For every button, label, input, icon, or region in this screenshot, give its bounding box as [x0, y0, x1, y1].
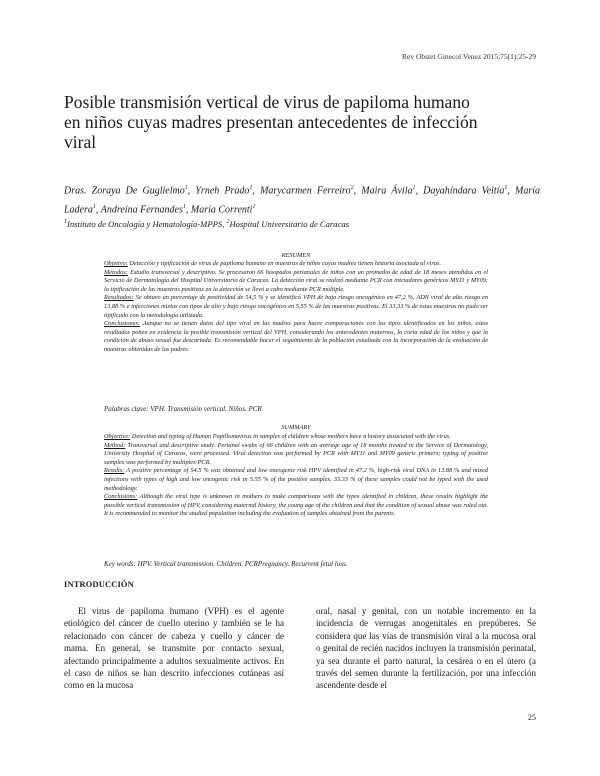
- body-column-right: [316, 605, 536, 692]
- author-name: Yrneh Prado: [195, 185, 250, 197]
- author-name: Dras. Zoraya De Guglielmo: [64, 185, 185, 197]
- title-line: en niños cuyas madres presentan antecedentes de infección: [64, 112, 478, 132]
- journal-reference: Rev Obstet Ginecol Venez 2015;75(1):25-29: [401, 52, 536, 61]
- resumen-resultados: [104, 294, 488, 320]
- body-column-left: [64, 605, 284, 692]
- author-sup: 1: [92, 204, 96, 211]
- author-sup: 1: [504, 185, 508, 191]
- summary-results: [104, 467, 488, 493]
- method-label: Method:: [104, 441, 126, 449]
- resultados-text: Se obtuvo un porcentaje de positividad de 54,5 % y se identificó VPH de bajo riesgo oncogénico en 47,2 %, ADN viral de alto riesgo en 13,88 % e infecciones mixtas con tipos de alto y bajo riesgo oncogénico en 5,55 % de las muestras positivas. El 33,33 % de estas muestras no pudo ser tipificado con la metodología utilizada.: [104, 294, 488, 319]
- article-title: [64, 92, 544, 152]
- key-words: Key words: HPV. Vertical transmission. Children. PCRPregnancy. Recurrent fetal loss.: [104, 560, 348, 568]
- resumen-objetivo: [104, 260, 488, 269]
- resultados-label: Resultados:: [104, 294, 134, 302]
- paragraph: El virus de papiloma humano (VPH) es el agente etiológico del cáncer de cuello uterino y también se le ha relacionado con cáncer de cabeza y cuello y cáncer de mama. En general, se transmite por contacto sexual, afectando principalmente a adultos sexualmente activos. En el caso de niños se han descrito infecciones cutáneas así como en la mucosa: [64, 606, 284, 691]
- author-name: Maira Ávila: [361, 185, 413, 197]
- objetivo-text: Detección y tipificación de virus de papiloma humano en muestras de niños cuyas madres tienen historia asociada al virus.: [127, 260, 441, 267]
- resumen-body: [104, 260, 488, 355]
- conclusiones-label: Conclusiones:: [104, 320, 141, 328]
- affiliations: [64, 219, 349, 229]
- affiliation-2: Hospital Universitario de Caracas: [229, 219, 350, 229]
- summary-heading: SUMMARY: [281, 424, 311, 431]
- conclusiones-text: Aunque no se tienen datos del tipo viral en las madres para hacer comparaciones con los tipos identificados en los niños, estos resultados ponen en evidencia la posible transmisión vertical del VPH, considerando los antecedentes maternos, la corta edad de los niños y que la condición de abuso sexual fue descartada. Es recomendable hacer el seguimiento de la población estudiada con la incorporación de la evaluación de muestras obtenidas de los padres.: [104, 320, 488, 353]
- summary-objective: [104, 433, 488, 442]
- author-name: Andreína Fernandes: [100, 204, 183, 216]
- paragraph: oral, nasal y genital, con un notable incremento en la incidencia de verrugas anogenitales en prepúberes. Se considera que las vías de transmisión viral a la mucosa oral o genital de recién nacidos incluyen la transmisión perinatal, ya sea durante el parto natural, la cesárea o en el útero (a través del semen durante la fertilización, por una infección ascendente desde el: [316, 606, 536, 691]
- results-text: A positive percentage of 54.5 % was obtained and low oncogenic risk HPV identified in 47.2 %, high-risk viral DNA in 13.88 % and mixed infections with types of high and low oncogenic risk in 5.55 % of the positive samples. 33.33 % of these samples could not be typed with the used methodology.: [104, 467, 488, 492]
- objective-text: Detection and typing of Human Papillomavirus in samples of children whose mothers have a history associated with the virus.: [130, 433, 451, 440]
- section-heading-introduccion: INTRODUCCIÓN: [64, 580, 134, 589]
- summary-body: [104, 433, 488, 519]
- metodos-text: Estudio transversal y descriptivo. Se procesaron 66 hisopados perianales de niños con un promedio de edad de 18 meses atendidos en el Servicio de Dermatología del Hospital Universitario de Caracas. La detección viral se realizó mediante PCR con iniciadores genéricos MY11 y MY09; la tipificación de las muestras positivas en la detección se llevó a cabo mediante PCR múltiple.: [104, 268, 488, 293]
- summary-conclusions: [104, 493, 488, 519]
- conclusions-text: Although the viral type is unknown in mothers to make comparisons with the types identified in children, these results highlight the possible vertical transmission of HPV, considering maternal history, the young age of the children and that the condition of sexual abuse was ruled out. It is recommended to monitor the studied population including the evaluation of samples obtained from the parents.: [104, 493, 488, 518]
- author-list: Dras. Zoraya De Guglielmo$^1$, Yrneh Prado$^1$, Marycarmen Ferreiro$^2$, Maira Ávila$^1$, Dayahíndara Veitía$^1$, María Ladera$^1$, Andreína Fernandes$^1$, María Correnti$^1$: [64, 185, 541, 216]
- summary-method: [104, 442, 488, 468]
- author-name: Marycarmen Ferreiro: [260, 185, 351, 197]
- title-line: viral: [64, 132, 97, 152]
- results-label: Results:: [104, 467, 125, 475]
- objective-label: Objective:: [104, 433, 131, 440]
- title-line: Posible transmisión vertical de virus de papiloma humano: [64, 92, 470, 112]
- author-sup: 1: [184, 185, 188, 191]
- palabras-clave: Palabras clave: VPH. Transmisión vertical. Niños. PCR: [104, 405, 262, 413]
- author-sup: 2: [350, 185, 354, 191]
- author-sup: 1: [249, 185, 253, 191]
- affil-sup: 2: [226, 219, 230, 226]
- author-name: Dayahíndara Veitía: [423, 185, 505, 197]
- author-sup: 1: [252, 204, 256, 211]
- author-name: María Ladera: [64, 185, 541, 216]
- author-name: María Correnti: [190, 204, 253, 216]
- author-sup: 1: [182, 204, 186, 211]
- conclusions-label: Conclusions:: [104, 493, 138, 501]
- metodos-label: Métodos:: [104, 268, 128, 276]
- author-sup: 1: [412, 185, 416, 191]
- objetivo-label: Objetivo:: [104, 260, 128, 267]
- page-number: 25: [528, 713, 536, 722]
- affil-sup: 1: [64, 219, 67, 226]
- resumen-conclusiones: [104, 320, 488, 354]
- affiliation-1: Instituto de Oncología y Hematología-MPPS,: [67, 219, 227, 229]
- resumen-metodos: [104, 269, 488, 295]
- resumen-heading: RESUMEN: [281, 252, 311, 259]
- method-text: Transversal and descriptive study. Perianal swabs of 66 children with an average age of 18 months treated in the Service of Dermatology, University Hospital of Caracas, were processed. Viral detection was performed by PCR with MY11 and MY09 generic primers; typing of positive samples was performed by multiplex PCR.: [104, 441, 488, 466]
